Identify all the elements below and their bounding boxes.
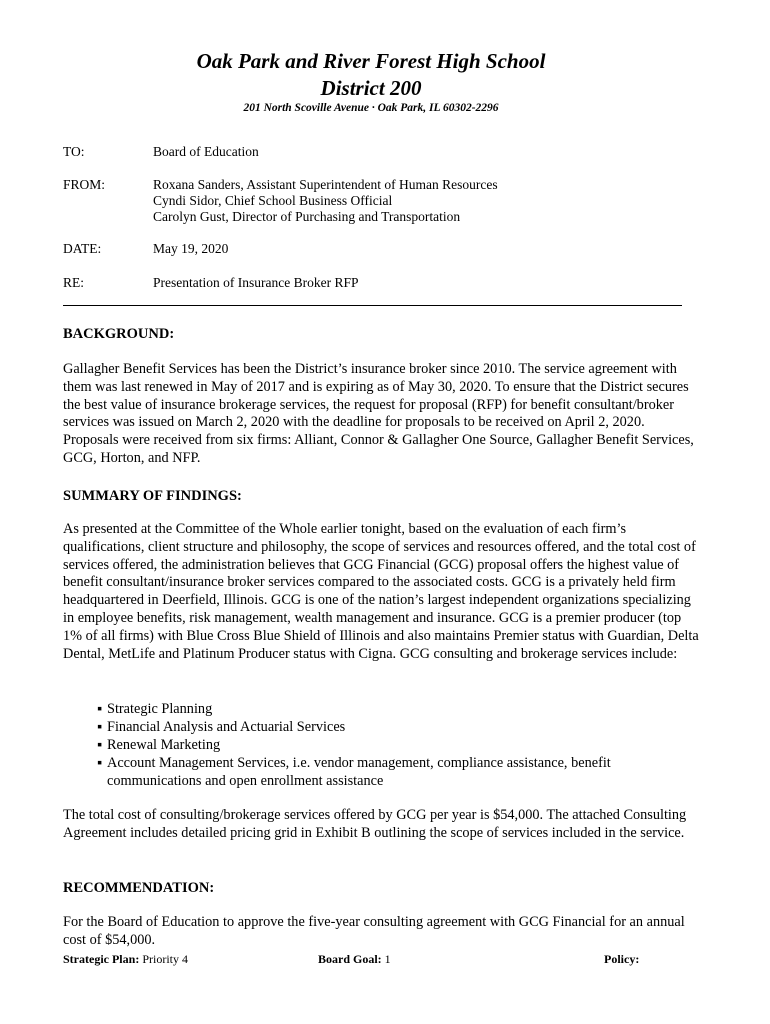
from-label: FROM: xyxy=(63,177,106,192)
from-line-2: Cyndi Sidor, Chief School Business Official xyxy=(153,193,393,208)
list-item xyxy=(97,700,657,718)
re-value: Presentation of Insurance Broker RFP xyxy=(153,275,359,290)
header-divider xyxy=(63,305,682,306)
re-label: RE: xyxy=(63,275,85,290)
bullet-marker: ▪ xyxy=(97,719,103,735)
list-item xyxy=(97,754,657,790)
to-value: Board of Education xyxy=(153,144,259,159)
services-list xyxy=(97,700,657,790)
policy-label: Policy: xyxy=(604,952,640,966)
cost-paragraph: The total cost of consulting/brokerage services offered by GCG per year is $54,000. The attached Consulting Agreement includes detailed pricing grid in Exhibit B outlining the scope of services included in the service. xyxy=(63,807,687,841)
from-line-3: Carolyn Gust, Director of Purchasing and Transportation xyxy=(153,209,461,224)
to-label: TO: xyxy=(63,144,85,159)
footer-board-goal xyxy=(318,951,391,967)
list-item-text: Account Management Services, i.e. vendor management, compliance assistance, benefit communications and open enrollment assistance xyxy=(107,755,611,789)
summary-heading: SUMMARY OF FINDINGS: xyxy=(63,488,242,504)
summary-paragraph: As presented at the Committee of the Whole earlier tonight, based on the evaluation of each firm’s qualifications, client structure and philosophy, the scope of services and resources offered, and the total cost of services offered, the administration believes that GCG Financial (GCG) proposal offers the highest value of benefit consultant/insurance broker services compared to the associated costs. GCG is a privately held firm headquartered in Deerfield, Illinois. GCG is one of the nation’s largest independent organizations specializing in employee benefits, risk management, wealth management and insurance. GCG is a premier producer (top 1% of all firms) with Blue Cross Blue Shield of Illinois and also maintains Premier status with Guardian, Delta Dental, MetLife and Platinum Producer status with Cigna. GCG consulting and brokerage services include: xyxy=(63,521,699,662)
recommendation-heading: RECOMMENDATION: xyxy=(63,880,215,896)
bullet-marker: ▪ xyxy=(97,737,103,753)
school-name: Oak Park and River Forest High School xyxy=(196,49,546,73)
recommendation-paragraph: For the Board of Education to approve the five-year consulting agreement with GCG Financial for an annual cost of $54,000. xyxy=(63,914,685,948)
board-goal-label: Board Goal: xyxy=(318,952,382,966)
list-item-text: Strategic Planning xyxy=(107,701,213,717)
list-item xyxy=(97,736,657,754)
strategic-plan-value: Priority 4 xyxy=(142,952,188,966)
footer-strategic-plan xyxy=(63,951,188,967)
board-goal-value: 1 xyxy=(384,952,391,966)
bullet-marker: ▪ xyxy=(97,755,103,771)
background-paragraph: Gallagher Benefit Services has been the District’s insurance broker since 2010. The service agreement with them was last renewed in May of 2017 and is expiring as of May 30, 2020. To ensure that the District secures the best value of insurance brokerage services, the request for proposal (RFP) for benefit consultant/broker services was issued on March 2, 2020 with the deadline for proposals to be received on April 2, 2020. Proposals were received from six firms: Alliant, Connor & Gallagher One Source, Gallagher Benefit Services, GCG, Horton, and NFP. xyxy=(63,361,694,466)
district-name: District 200 xyxy=(320,76,422,100)
background-heading: BACKGROUND: xyxy=(63,326,175,342)
list-item-text: Renewal Marketing xyxy=(107,737,221,753)
footer-policy xyxy=(604,951,639,967)
date-value: May 19, 2020 xyxy=(153,241,229,256)
strategic-plan-label: Strategic Plan: xyxy=(63,952,140,966)
list-item xyxy=(97,718,657,736)
date-label: DATE: xyxy=(63,241,102,256)
list-item-text: Financial Analysis and Actuarial Services xyxy=(107,719,346,735)
school-address: 201 North Scoville Avenue · Oak Park, IL 60302-2296 xyxy=(243,102,499,114)
from-line-1: Roxana Sanders, Assistant Superintendent of Human Resources xyxy=(153,177,498,192)
bullet-marker: ▪ xyxy=(97,701,103,717)
